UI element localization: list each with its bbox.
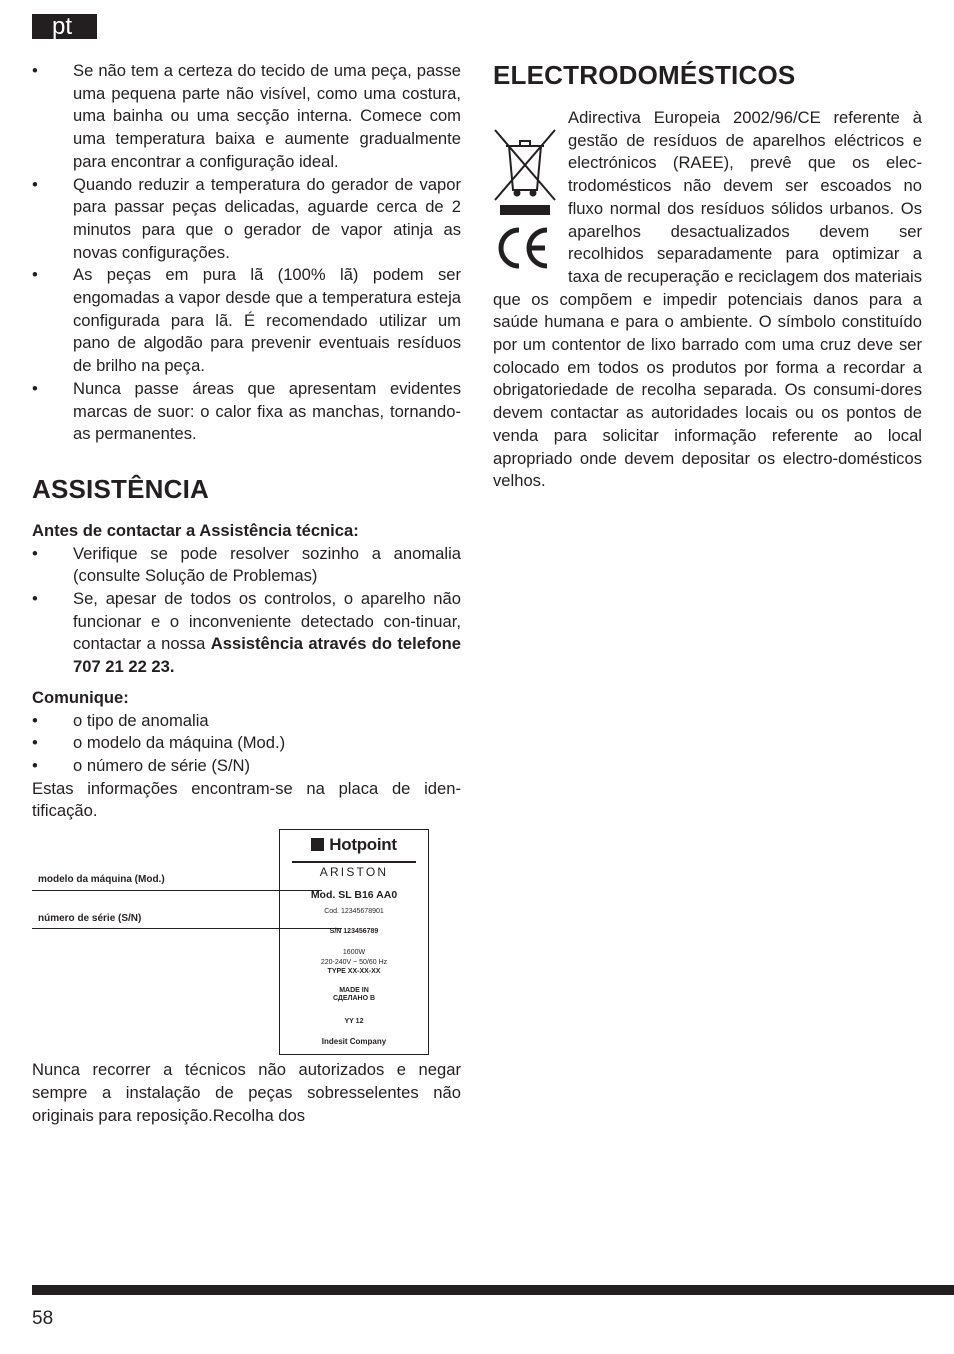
plate-company: Indesit Company [321,1037,387,1047]
assistance-phone: Assistência através do telefone 707 21 22 23. [73,634,461,677]
footer-bar [32,1285,954,1295]
list-item: • As peças em pura lã (100% lã) podem ser engomadas a vapor desde que a temperatura esteja configurada para lã. É recomendado utilizar um pano de algodão para prevenir eventuais resíduos de brilho na peça. [32,265,461,376]
plate-voltage: 220-240V ~ 50/60 Hz [320,959,388,967]
tip-text: Nunca passe áreas que apresentam evidentes marcas de suor: o calor fixa as manchas, tornando-as permanentes. [73,378,461,444]
assistance-heading: ASSISTÊNCIA [32,473,210,504]
right-column [493,60,922,493]
language-code: pt [52,13,73,40]
brand-logo [280,835,428,855]
regulatory-icons [493,126,555,276]
weee-directive-text: Adirectiva Europeia 2002/96/CE referente à gestão de resíduos de aparelhos eléctricos e electrónicos (RAEE), prevê que os elec-trodomésticos não devem ser escoados no fluxo normal dos resíduos sólidos urbanos. Os aparelhos desactualizados devem ser recolhidos separadamente para optimizar a taxa de recuperação e reciclagem dos materiais que os compõem e impedir potenciais danos para a saúde humana e para o ambiente. O símbolo constituído por um contentor de lixo barrado com uma cruz deve ser colocado em todos os produtos por forma a recordar a obrigatoriedade de recolha separada. Os consumi-dores devem contactar as autoridades locais ou os pontos de venda para solicitar informação referente ao local apropriado onde devem depositar os electro-domésticos velhos. [493,108,922,491]
before-contact-list [32,543,461,679]
communicate-heading: Comunique: [32,687,129,707]
list-item: • Se, apesar de todos os controlos, o aparelho não funcionar e o inconveniente detectado con-tinuar, contactar a nossa Assistência através do telefone 707 21 22 23. [32,589,461,677]
info-text: Estas informações encontram-se na placa de iden-tificação. [32,778,461,821]
item-text: o tipo de anomalia [73,710,209,730]
tip-text: As peças em pura lã (100% lã) podem ser engomadas a vapor desde que a temperatura esteja configurada para lã. É recomendado utilizar um pano de algodão para prevenir eventuais resíduos de brilho na peça. [73,265,461,376]
tip-text: Quando reduzir a temperatura do gerador de vapor para passar peças delicadas, aguarde cerca de 2 minutos para que o gerador de vapor atinja as novas configurações. [73,174,461,262]
communicate-list [32,710,461,778]
closing-text: Nunca recorrer a técnicos não autorizados e negar sempre a instalação de peças sobresselentes não originais para reposição.Recolha dos [32,1060,461,1125]
item-text: Se, apesar de todos os controlos, o aparelho não funcionar e o inconveniente detectado con-tinuar, contactar a nossa [73,589,461,654]
plate-year: YY 12 [344,1018,364,1026]
plate-model: Mod. SL B16 AA0 [310,889,398,902]
plate-power: 1600W [342,949,366,957]
plate-serial: S/N 123456789 [329,928,379,936]
plate-made-in-ru: СДЕЛАНО В [332,995,376,1003]
list-item: • o número de série (S/N) [32,755,251,775]
list-item: • Quando reduzir a temperatura do gerador de vapor para passar peças delicadas, aguarde cerca de 2 minutos para que o gerador de vapor atinja as novas configurações. [32,174,461,262]
page-number: 58 [32,1308,54,1329]
serial-label: número de série (S/N) [38,913,142,925]
plate-made-in: MADE IN [339,987,369,995]
left-column [32,60,461,1127]
brand-subname: ARISTON [319,865,389,880]
item-text: o modelo da máquina (Mod.) [73,733,286,753]
list-item: • Nunca passe áreas que apresentam evidentes marcas de suor: o calor fixa as manchas, tornando-as permanentes. [32,378,461,444]
list-item: • Se não tem a certeza do tecido de uma peça, passe uma pequena parte não visível, como uma costura, uma bainha ou uma secção interna. Comece com uma temperatura baixa e aumente gradualmente para encontrar a configuração ideal. [32,61,461,171]
language-tab [32,14,97,39]
item-text: o número de série (S/N) [73,755,251,775]
brand-name: Hotpoint [329,835,397,855]
model-label: modelo da máquina (Mod.) [38,874,165,886]
plate-type: TYPE XX-XX-XX [327,968,381,976]
environment-section [493,107,922,493]
plate-code: Cod. 12345678901 [324,908,384,916]
tip-text: Se não tem a certeza do tecido de uma peça, passe uma pequena parte não visível, como uma costura, uma bainha ou uma secção interna. Comece com uma temperatura baixa e aumente gradualmente para encontrar a configuração ideal. [73,61,461,171]
rating-plate [279,829,429,1055]
rating-plate-figure [32,827,461,1059]
brand-divider [292,861,416,863]
appliances-heading: ELECTRODOMÉSTICOS [493,60,796,90]
list-item: • Verifique se pode resolver sozinho a anomalia (consulte Solução de Problemas) [32,543,461,586]
list-item: • o tipo de anomalia [32,710,209,730]
before-contact-heading: Antes de contactar a Assistência técnica: [32,520,359,540]
weee-bin-icon [493,126,557,204]
list-item: • o modelo da máquina (Mod.) [32,733,286,753]
ce-mark-icon [493,224,553,272]
item-text: Verifique se pode resolver sozinho a anomalia (consulte Solução de Problemas) [73,543,461,586]
brand-logo-icon [311,838,324,851]
weee-underline-bar [500,205,550,215]
ironing-tips-list [32,60,461,446]
